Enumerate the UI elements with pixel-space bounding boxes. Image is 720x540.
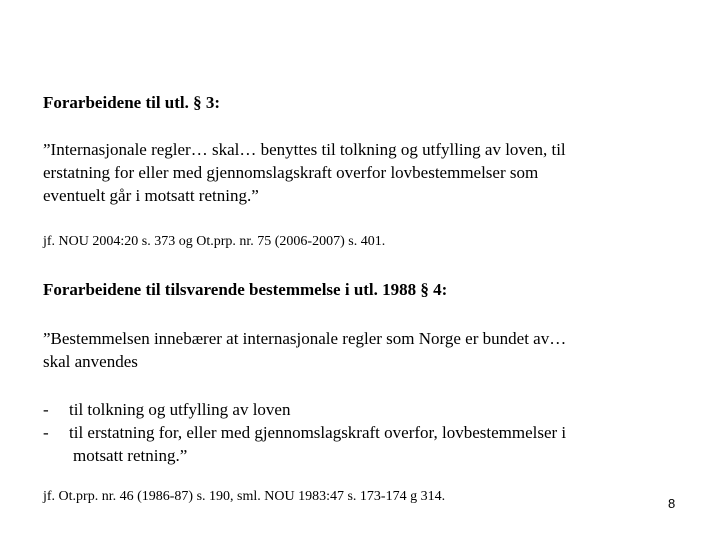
section1-heading: Forarbeidene til utl. § 3:	[43, 93, 221, 112]
section2-list	[43, 398, 566, 467]
list-bullet: -	[43, 400, 49, 419]
section1-quote-line: eventuelt går i motsatt retning.”	[43, 186, 259, 205]
section1-quote-line: erstatning for eller med gjennomslagskraft overfor lovbestemmelser som	[43, 163, 539, 182]
list-item	[43, 398, 566, 421]
list-item-continuation: motsatt retning.”	[73, 446, 188, 465]
section2-quote-line: skal anvendes	[43, 352, 138, 371]
section1-quote-line: ”Internasjonale regler… skal… benyttes til tolkning og utfylling av loven, til	[43, 140, 566, 159]
page-number: 8	[668, 496, 676, 511]
section2-quote-line: ”Bestemmelsen innebærer at internasjonale regler som Norge er bundet av…	[43, 329, 567, 348]
list-bullet: -	[43, 423, 49, 442]
list-item-text: til erstatning for, eller med gjennomslagskraft overfor, lovbestemmelser i	[69, 423, 567, 442]
section2-quote	[43, 327, 683, 373]
section2-heading: Forarbeidene til tilsvarende bestemmelse i utl. 1988 § 4:	[43, 280, 448, 299]
list-item-text: til tolkning og utfylling av loven	[69, 400, 291, 419]
section1-quote	[43, 138, 683, 207]
list-item	[43, 421, 566, 444]
section1-reference: jf. NOU 2004:20 s. 373 og Ot.prp. nr. 75 (2006-2007) s. 401.	[43, 234, 386, 249]
section2-reference: jf. Ot.prp. nr. 46 (1986-87) s. 190, sml. NOU 1983:47 s. 173-174 g 314.	[43, 489, 446, 504]
